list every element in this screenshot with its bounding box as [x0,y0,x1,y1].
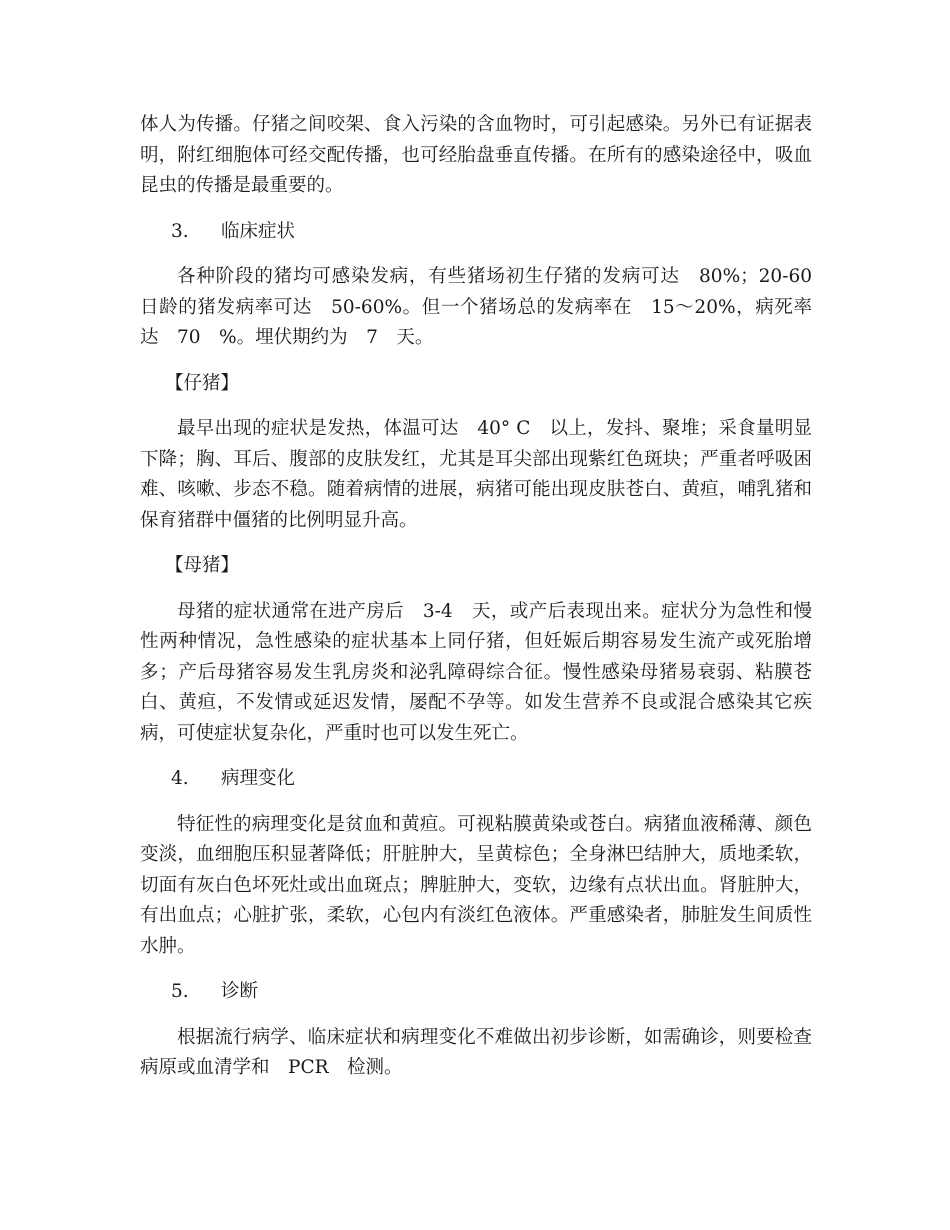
document-page [140,110,831,1084]
section-number: 4. [171,768,189,789]
section-title: 病理变化 [221,768,296,789]
paragraph-piglet-symptoms: 最早出现的症状是发热，体温可达 40° C 以上，发抖、聚堆；采食量明显下降；胸、耳后、腹部的皮肤发红，尤其是耳尖部出现紫红色斑块；严重者呼吸困难、咳嗽、步态不稳。随着病情的进展，病猪可能出现皮肤苍白、黄疸，哺乳猪和保育猪群中僵猪的比例明显升高。 [140,418,812,531]
paragraph-diagnosis: 根据流行病学、临床症状和病理变化不难做出初步诊断，如需确诊，则要检查病原或血清学和 PCR 检测。 [140,1026,812,1078]
paragraph-transmission: 体人为传播。仔猪之间咬架、食入污染的含血物时，可引起感染。另外已有证据表明，附红细胞体可经交配传播，也可经胎盘垂直传播。在所有的感染途径中，吸血昆虫的传播是最重要的。 [140,114,812,196]
subheading-piglets: 【仔猪】 [165,372,240,394]
paragraph-sow-symptoms: 母猪的症状通常在进产房后 3-4 天，或产后表现出来。症状分为急性和慢性两种情况，急性感染的症状基本上同仔猪，但妊娠后期容易发生流产或死胎增多；产后母猪容易发生乳房炎和泌乳障碍综合征。慢性感染母猪易衰弱、粘膜苍白、黄疸，不发情或延迟发情，屡配不孕等。如发生营养不良或混合感染其它疾病，可使症状复杂化，严重时也可以发生死亡。 [140,600,812,744]
section-number: 5. [171,981,189,1002]
paragraph-incidence: 各种阶段的猪均可感染发病，有些猪场初生仔猪的发病可达 80%；20-60 日龄的猪发病率可达 50-60%。但一个猪场总的发病率在 15～20%，病死率达 70 %。埋伏期约为 7 天。 [140,266,831,348]
section-title: 诊断 [221,981,259,1002]
section-heading-clinical-symptoms [140,217,812,248]
section-heading-pathology [140,764,812,795]
paragraph-pathology: 特征性的病理变化是贫血和黄疸。可视粘膜黄染或苍白。病猪血液稀薄、颜色变淡，血细胞压积显著降低；肝脏肿大，呈黄棕色；全身淋巴结肿大，质地柔软，切面有灰白色坏死灶或出血斑点；脾脏肿大，变软，边缘有点状出血。肾脏肿大，有出血点；心脏扩张，柔软，心包内有淡红色液体。严重感染者，肺脏发生间质性水肿。 [140,813,812,957]
section-heading-diagnosis [140,977,812,1008]
section-title: 临床症状 [221,220,296,242]
subheading-sows: 【母猪】 [165,555,240,576]
section-number: 3. [171,220,189,242]
